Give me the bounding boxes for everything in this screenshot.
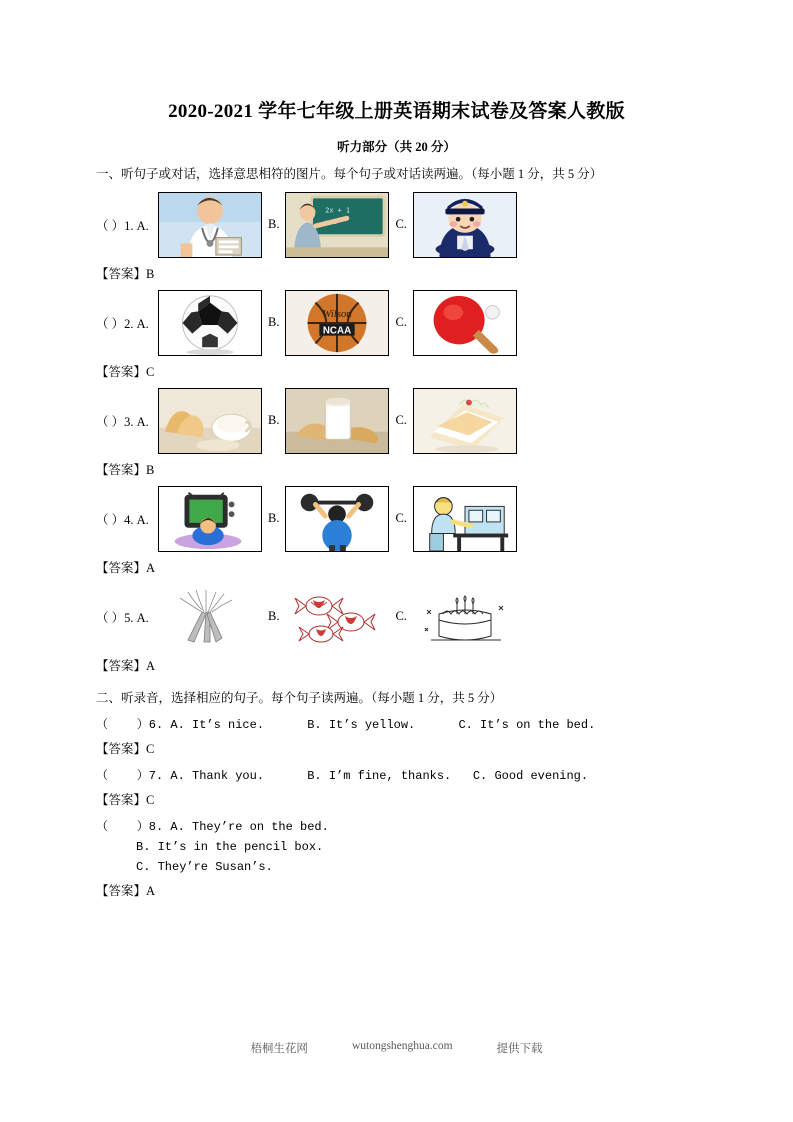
question-5-label: （ ）5. A. (96, 610, 149, 625)
footer-download-note: 提供下载 (496, 1043, 543, 1055)
question-6-line: （ ）6. A. It’s nice. B. It’s yellow. C. It’s on the bed. (96, 717, 596, 732)
svg-text:NCAA: NCAA (323, 325, 352, 337)
footer-domain: wutongshenghua.com (351, 1040, 453, 1052)
question-1-label: （ ）1. A. (96, 218, 149, 233)
answer-7: 【答案】C (96, 792, 155, 807)
weightlifting-cartoon (285, 486, 389, 552)
ping-pong-paddle-photo (413, 290, 517, 356)
question-4-label: （ ）4. A. (96, 512, 149, 527)
question-3-label: （ ）3. A. (96, 414, 149, 429)
answer-4: 【答案】A (96, 560, 156, 575)
part1-instructions: 一、听句子或对话，选择意思相符的图片。每个句子或对话读两遍。（每小题 1 分，共 5 分） (96, 167, 603, 181)
police-cartoon (413, 192, 517, 258)
question-8-option-b: B. It’s in the pencil box. (136, 839, 324, 854)
option-b-label-3: B. (268, 413, 280, 428)
answer-1: 【答案】B (96, 266, 155, 281)
footer-site-name: 梧桐生花网 (250, 1043, 308, 1055)
option-c-label-3: C. (395, 413, 407, 428)
page-title: 2020-2021 学年七年级上册英语期末试卷及答案人教版 (168, 101, 625, 122)
section-header: 听力部分（共 20 分） (337, 140, 456, 154)
question-row-3 (96, 388, 697, 454)
question-7-line: （ ）7. A. Thank you. B. I’m fine, thanks. C. Good evening. (96, 768, 589, 783)
answer-3: 【答案】B (96, 462, 155, 477)
question-row-5 (96, 584, 697, 650)
option-c-label-2: C. (395, 315, 407, 330)
answer-2: 【答案】C (96, 364, 155, 379)
bread-and-milk-photo (158, 388, 262, 454)
question-2-label: （ ）2. A. (96, 316, 149, 331)
option-c-label-5: C. (395, 609, 407, 624)
answer-5: 【答案】A (96, 658, 156, 673)
svg-text:2x + 1: 2x + 1 (325, 206, 351, 215)
option-c-label-1: C. (395, 217, 407, 232)
boy-at-desk-cartoon (413, 486, 517, 552)
option-b-label-5: B. (268, 609, 280, 624)
milk-glass-bread-photo (285, 388, 389, 454)
carrots-sketch (158, 584, 262, 650)
soccer-ball-photo (158, 290, 262, 356)
teacher-blackboard-photo (285, 192, 389, 258)
basketball-wilson-photo (285, 290, 389, 356)
option-b-label-2: B. (268, 315, 280, 330)
question-8-option-c: C. They’re Susan’s. (136, 859, 273, 874)
question-row-4 (96, 486, 697, 552)
watching-tv-cartoon (158, 486, 262, 552)
question-8-line: （ ）8. A. They’re on the bed. (96, 819, 329, 834)
answer-8: 【答案】A (96, 883, 156, 898)
svg-text:Wilson: Wilson (322, 307, 353, 320)
birthday-cake-sketch (413, 584, 517, 650)
doctor-photo (158, 192, 262, 258)
sandwich-cake-photo (413, 388, 517, 454)
answer-6: 【答案】C (96, 741, 155, 756)
option-c-label-4: C. (395, 511, 407, 526)
page-footer (0, 1040, 793, 1056)
question-row-1 (96, 192, 697, 258)
candies-sketch (285, 584, 389, 650)
option-b-label-1: B. (268, 217, 280, 232)
option-b-label-4: B. (268, 511, 280, 526)
question-row-2 (96, 290, 697, 356)
part2-instructions: 二、听录音，选择相应的句子。每个句子读两遍。（每小题 1 分，共 5 分） (96, 690, 503, 705)
